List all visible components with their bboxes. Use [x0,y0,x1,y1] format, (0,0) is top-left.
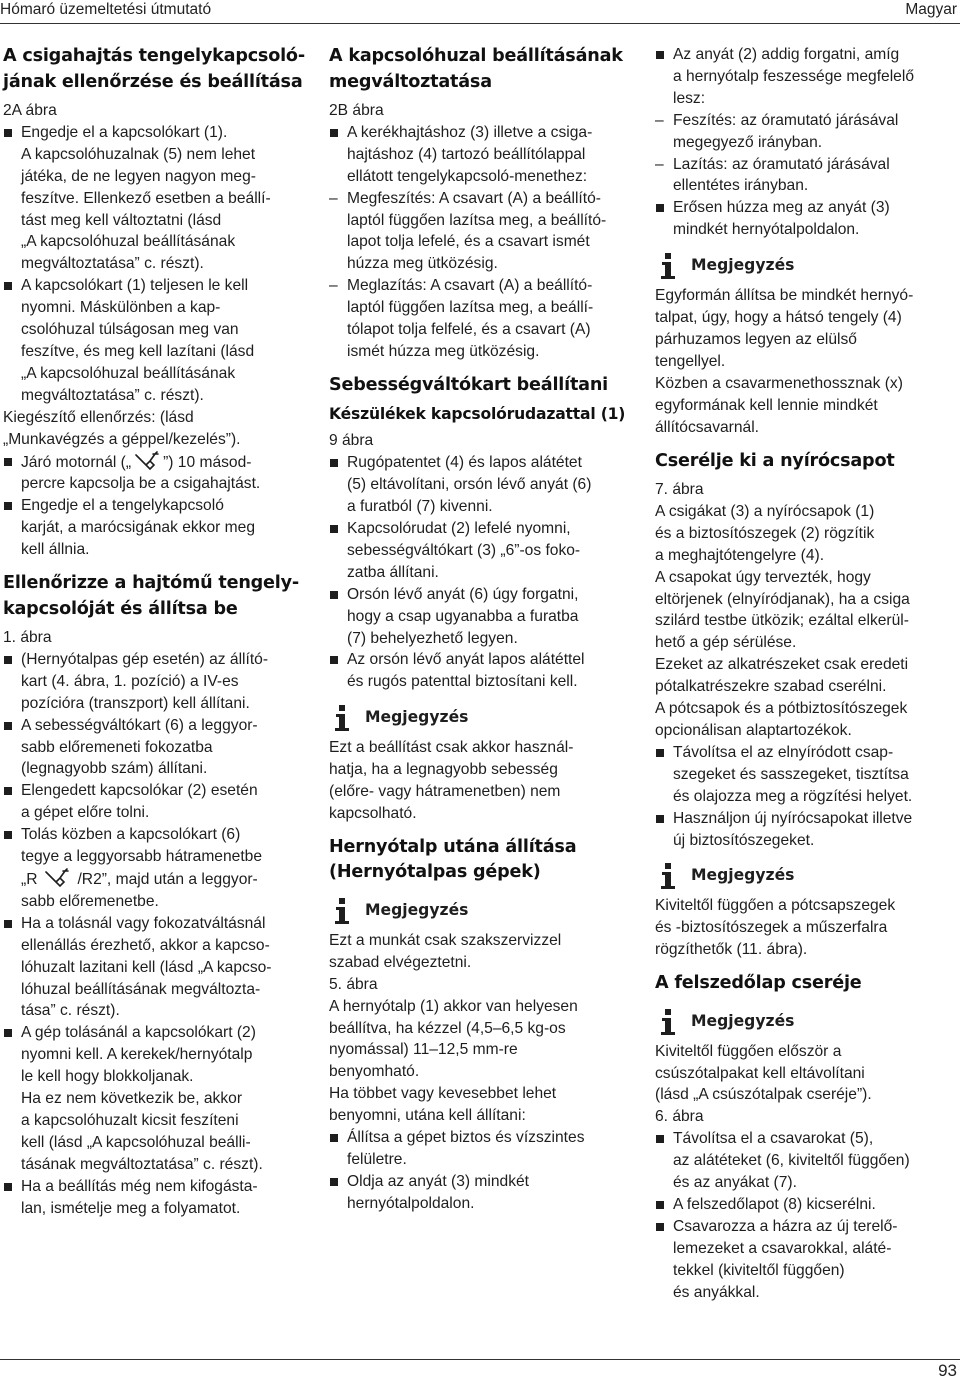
paragraph: A csigákat (3) a nyírócsapok (1) és a biztosítószegek (2) rögzítik a meghajtótengelyre (4). A csapokat úgy tervezték, hogy eltörjenek (elnyíródjanak), ha a csiga szilárd testbe ütközik; ezáltal elkerül- hető a gép sérülése. Ezeket az alkatrészeket csak eredeti pótalkatrészekre szabad cserélni. A pótcsapok és a pótbiztosítószegek opcionálisan alaptartozékok. [655,502,910,739]
list-item: (Hernyótalpas gép esetén) az állító- kart (4. ábra, 1. pozíció) a IV-es pozícióra (transzport) kell állítani. [3,649,308,715]
info-icon [329,704,355,732]
info-icon [655,1008,681,1036]
figure-ref: 2A ábra [3,102,57,119]
list-item: Járó motornál („ ”) 10 másod- percre kapcsolja be a csigahajtást. [3,451,308,496]
note-label: Megjegyzés [365,900,469,919]
info-icon [655,862,681,890]
list-item: Ha a tolásnál vagy fokozatváltásnál ellenállás érezhető, akkor a kapcso- lóhuzalt lazitani kell (lásd „A kapcso- lóhuzal beállításának megváltozta- tása” c. részt). [3,913,308,1023]
note-text: Egyformán állítsa be mindkét hernyó- talpat, úgy, hogy a hátsó tengely (4) párhuzamos legyen az elülső tengellyel. Közben a csavarmenethossznak (x) egyformának kell lennie mindkét állítócsavarnál. [655,287,914,436]
section-heading: Sebességváltókart beállítani [329,374,608,395]
header-language: Magyar [905,1,957,18]
list-item: Távolítsa el az elnyíródott csap- szegeket és sasszegeket, tisztítsa és olajozza meg a rögzítési helyet. [655,742,958,808]
figure-ref: 2B ábra [329,102,384,119]
figure-ref: 7. ábra [655,481,704,498]
subsection-heading: Készülékek kapcsolórudazattal (1) [329,405,626,424]
paragraph: Kiegészítő ellenőrzés: (lásd „Munkavégzés a géppel/kezelés”). [3,408,241,448]
footer-rule [0,1359,960,1360]
section-heading: A kapcsolóhuzal beállításának megváltoztatása [329,46,623,92]
bullet-list [655,197,958,241]
page-header [0,0,960,22]
info-icon [329,897,355,925]
column-3 [655,44,958,1304]
section-heading: A csigahajtás tengelykapcsoló-jának ellenőrzése és beállítása [3,46,305,92]
section-heading: Ellenőrizze a hajtómű tengely-kapcsolóját és állítsa be [3,573,299,619]
list-item: Orsón lévő anyát (6) úgy forgatni, hogy a csap ugyanabba a furatba (7) behelyezhető legyen. [329,584,634,650]
list-item: Engedje el a kapcsolókart (1). A kapcsolóhuzalnak (5) nem lehet játéka, de ne legyen nagyon meg- feszítve. Ellenkező esetben a beállí- tást meg kell változtatni (lásd „A kapcsolóhuzal beállításának megváltoztatása” c. részt). [3,122,308,275]
note-text: Kiviteltől függően a pótcsapszegek és -biztosítószegek a műszerfalra rögzíthetők (11. ábra). [655,897,896,959]
bullet-list [3,122,308,407]
dash-list [329,188,634,363]
figure-ref: 1. ábra [3,629,52,647]
list-item: Az anyát (2) addig forgatni, amíg a hernyótalp feszessége megfelelő lesz: [655,44,958,110]
list-item: – Meglazítás: A csavart (A) a beállító- laptól függően lazítsa meg, a beállí- tólapot tolja felfelé, és a csavart (A) ismét húzza meg ütközésig. [329,275,634,363]
list-item: A gép tolásánál a kapcsolókart (2) nyomni kell. A kerekek/hernyótalp le kell hogy blokkoljanak. Ha ez nem következik be, akkor a kapcsolóhuzalt kicsit feszíteni kell (lásd „A kapcsolóhuzal beálli- tásának megváltoztatása” c. részt). [3,1022,308,1175]
list-item: Csavarozza a házra az új terelő- lemezeket a csavarokkal, aláté- tekkel (kiviteltől függően) és anyákkal. [655,1216,958,1304]
bullet-list [655,1128,958,1303]
list-item: A kapcsolókart (1) teljesen le kell nyomni. Máskülönben a kap- csolóhuzal túlságosan meg van feszítve, és meg kell lazítani (lásd „A kapcsolóhuzal beállításának megváltoztatása” c. részt). [3,275,308,406]
bullet-list [3,649,308,1220]
note-block [655,857,958,895]
note-label: Megjegyzés [691,866,795,885]
dash-list [655,110,958,198]
list-item: Erősen húzza meg az anyát (3) mindkét hernyótalpoldalon. [655,197,958,241]
bullet-list [329,452,634,693]
list-item: Az orsón lévő anyát lapos alátéttel és rugós patenttal biztosítani kell. [329,649,634,693]
bullet-list [3,451,308,562]
list-item: – Feszítés: az óramutató járásával megegyező irányban. [655,110,958,154]
note-block [329,892,634,930]
info-icon [655,252,681,280]
list-item: – Lazítás: az óramutató járásával ellentétes irányban. [655,154,958,198]
note-label: Megjegyzés [691,1011,795,1030]
bullet-list [655,44,958,110]
note-label: Megjegyzés [365,708,469,727]
note-block [329,699,634,737]
list-item: Tolás közben a kapcsolókart (6) tegye a leggyorsabb hátramenetbe „R /R2”, majd után a leggyor- sabb előremenetbe. [3,824,308,913]
list-item: A kerékhajtáshoz (3) illetve a csiga- hajtáshoz (4) tartozó beállítólappal ellátott tengelykapcsoló-menethez: [329,122,634,188]
bullet-list [329,1127,634,1215]
list-item: Elengedett kapcsolókar (2) esetén a gépet előre tolni. [3,780,308,824]
paragraph: Ha többet vagy kevesebbet lehet benyomni, utána kell állítani: [329,1085,557,1125]
list-item: Kapcsolórudat (2) lefelé nyomni, sebességváltókart (3) „6”-os foko- zatba állítani. [329,518,634,584]
note-text: Ezt a munkát csak szakszervizzel szabad elvégeztetni. [329,931,562,971]
wrench-icon [39,868,75,888]
note-block [655,247,958,285]
list-item: – Megfeszítés: A csavart (A) a beállító- laptól függően lazítsa meg, a beállító- lapot tolja lefelé, és a csavart ismét húzza meg ütközésig. [329,188,634,276]
figure-ref: 5. ábra [329,975,378,993]
list-item: A felszedőlapot (8) kicserélni. [655,1194,958,1216]
list-item: Használjon új nyírócsapokat illetve új biztosítószegeket. [655,808,958,852]
figure-ref: 9 ábra [329,432,374,450]
note-text: Ezt a beállítást csak akkor használ- hatja, ha a legnagyobb sebesség (előre- vagy hátramenetben) nem kapcsolható. [329,739,574,822]
header-title: Hómaró üzemeltetési útmutató [0,1,212,18]
list-item: A sebességváltókart (6) a leggyor- sabb előremeneti fokozatba (legnagyobb szám) állítani. [3,715,308,781]
column-2 [329,44,634,1215]
bullet-list [329,122,634,188]
list-item: Oldja az anyát (3) mindkét hernyótalpoldalon. [329,1171,634,1215]
column-1 [3,44,308,1220]
wrench-icon [133,451,161,471]
paragraph: A hernyótalp (1) akkor van helyesen beállítva, ha kézzel (4,5–6,5 kg-os nyomással) 11–12,5 mm-re benyomható. [329,997,578,1081]
list-item: Engedje el a tengelykapcsoló karját, a marócsigának ekkor meg kell állnia. [3,495,308,561]
figure-ref: 6. ábra [655,1108,704,1126]
section-heading: Hernyótalp utána állítása (Hernyótalpas gépek) [329,836,577,883]
list-item: Állítsa a gépet biztos és vízszintes felületre. [329,1127,634,1171]
page-number: 93 [938,1361,957,1380]
section-heading: A felszedőlap cseréje [655,973,862,994]
note-text: Kiviteltől függően először a csúszótalpakat kell eltávolítani (lásd „A csúszótalpak cseréje”). [655,1042,872,1104]
header-rule [0,23,960,24]
list-item: Ha a beállítás még nem kifogásta- lan, ismételje meg a folyamatot. [3,1176,308,1220]
bullet-list [655,742,958,852]
section-heading: Cserélje ki a nyírócsapot [655,450,895,471]
note-label: Megjegyzés [691,256,795,275]
list-item: Távolítsa el a csavarokat (5), az alátéteket (6, kiviteltől függően) és az anyákat (7). [655,1128,958,1194]
list-item: Rugópatentet (4) és lapos alátétet (5) eltávolítani, orsón lévő anyát (6) a furatból (7) kivenni. [329,452,634,518]
note-block [655,1003,958,1041]
